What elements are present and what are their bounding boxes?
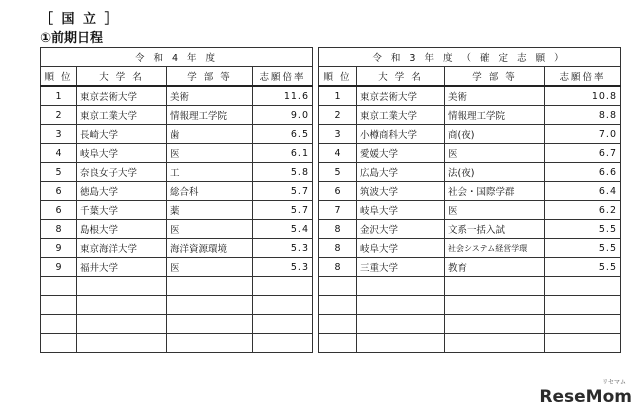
university-cell: 小樽商科大学 xyxy=(357,125,445,144)
table-title: 令 和 4 年 度 xyxy=(41,48,313,67)
faculty-cell: 美術 xyxy=(167,86,253,106)
rank-cell: 4 xyxy=(319,144,357,163)
column-header-university: 大 学 名 xyxy=(77,67,167,87)
faculty-cell: 文系一括入試 xyxy=(445,220,545,239)
rank-cell: 9 xyxy=(41,258,77,277)
empty-cell xyxy=(319,334,357,353)
table-row xyxy=(41,163,313,182)
ratio-cell: 6.1 xyxy=(253,144,313,163)
empty-cell xyxy=(253,277,313,296)
empty-cell xyxy=(77,334,167,353)
faculty-cell: 情報理工学院 xyxy=(167,106,253,125)
empty-cell xyxy=(545,277,621,296)
faculty-cell: 法(夜) xyxy=(445,163,545,182)
university-cell: 金沢大学 xyxy=(357,220,445,239)
table-row xyxy=(41,201,313,220)
rank-cell: 8 xyxy=(319,239,357,258)
table-row xyxy=(41,220,313,239)
university-cell: 岐阜大学 xyxy=(357,239,445,258)
university-cell: 岐阜大学 xyxy=(357,201,445,220)
column-header-ratio: 志願倍率 xyxy=(545,67,621,87)
university-cell: 長崎大学 xyxy=(77,125,167,144)
university-cell: 三重大学 xyxy=(357,258,445,277)
university-cell: 岐阜大学 xyxy=(77,144,167,163)
faculty-cell: 医 xyxy=(445,144,545,163)
university-cell: 徳島大学 xyxy=(77,182,167,201)
rank-cell: 5 xyxy=(319,163,357,182)
table-row xyxy=(319,220,621,239)
ratio-cell: 9.0 xyxy=(253,106,313,125)
ranking-table-reiwa3 xyxy=(318,47,621,353)
empty-cell xyxy=(253,334,313,353)
empty-cell xyxy=(545,334,621,353)
table-row xyxy=(41,258,313,277)
empty-row xyxy=(319,315,621,334)
ratio-cell: 5.7 xyxy=(253,201,313,220)
table-row xyxy=(319,258,621,277)
faculty-cell: 社会システム経営学環 xyxy=(445,239,545,258)
column-header-rank: 順 位 xyxy=(41,67,77,87)
empty-row xyxy=(319,277,621,296)
table-row xyxy=(319,201,621,220)
faculty-cell: 情報理工学院 xyxy=(445,106,545,125)
faculty-cell: 医 xyxy=(167,258,253,277)
rank-cell: 6 xyxy=(41,201,77,220)
faculty-cell: 美術 xyxy=(445,86,545,106)
empty-cell xyxy=(253,296,313,315)
category-heading: ［ 国 立 ］ xyxy=(40,12,120,27)
faculty-cell: 工 xyxy=(167,163,253,182)
table-row xyxy=(319,144,621,163)
university-cell: 東京芸術大学 xyxy=(77,86,167,106)
rank-cell: 8 xyxy=(319,220,357,239)
ratio-cell: 5.5 xyxy=(545,220,621,239)
ratio-cell: 6.6 xyxy=(545,163,621,182)
empty-cell xyxy=(167,315,253,334)
schedule-subtitle: ①前期日程 xyxy=(40,31,104,46)
empty-cell xyxy=(41,334,77,353)
ratio-cell: 6.7 xyxy=(545,144,621,163)
table-row xyxy=(41,125,313,144)
table-row xyxy=(41,239,313,258)
empty-cell xyxy=(77,315,167,334)
empty-cell xyxy=(357,296,445,315)
empty-cell xyxy=(545,296,621,315)
rank-cell: 2 xyxy=(41,106,77,125)
rank-cell: 5 xyxy=(41,163,77,182)
table-body xyxy=(319,86,621,353)
faculty-cell: 教育 xyxy=(445,258,545,277)
empty-cell xyxy=(253,315,313,334)
empty-cell xyxy=(41,296,77,315)
empty-cell xyxy=(77,277,167,296)
column-header-faculty: 学 部 等 xyxy=(445,67,545,87)
empty-cell xyxy=(319,296,357,315)
empty-cell xyxy=(319,277,357,296)
ratio-cell: 6.4 xyxy=(545,182,621,201)
ratio-cell: 10.8 xyxy=(545,86,621,106)
university-cell: 筑波大学 xyxy=(357,182,445,201)
university-cell: 東京工業大学 xyxy=(357,106,445,125)
university-cell: 福井大学 xyxy=(77,258,167,277)
empty-cell xyxy=(319,315,357,334)
empty-cell xyxy=(445,334,545,353)
ranking-table-reiwa4 xyxy=(40,47,313,353)
table-row xyxy=(41,106,313,125)
university-cell: 千葉大学 xyxy=(77,201,167,220)
faculty-cell: 医 xyxy=(167,144,253,163)
empty-cell xyxy=(167,334,253,353)
column-header-university: 大 学 名 xyxy=(357,67,445,87)
rank-cell: 1 xyxy=(41,86,77,106)
ratio-cell: 5.4 xyxy=(253,220,313,239)
table-row xyxy=(319,239,621,258)
table-title: 令 和 3 年 度 （ 確 定 志 願 ） xyxy=(319,48,621,67)
empty-cell xyxy=(545,315,621,334)
table-row xyxy=(41,144,313,163)
empty-cell xyxy=(445,315,545,334)
empty-cell xyxy=(167,296,253,315)
empty-row xyxy=(319,296,621,315)
faculty-cell: 社会・国際学群 xyxy=(445,182,545,201)
rank-cell: 7 xyxy=(319,201,357,220)
university-cell: 奈良女子大学 xyxy=(77,163,167,182)
table-row xyxy=(319,182,621,201)
faculty-cell: 総合科 xyxy=(167,182,253,201)
rank-cell: 6 xyxy=(41,182,77,201)
column-header-rank: 順 位 xyxy=(319,67,357,87)
empty-row xyxy=(41,296,313,315)
rank-cell: 2 xyxy=(319,106,357,125)
university-cell: 東京芸術大学 xyxy=(357,86,445,106)
empty-cell xyxy=(167,277,253,296)
table-row xyxy=(319,86,621,106)
ratio-cell: 5.7 xyxy=(253,182,313,201)
empty-cell xyxy=(41,315,77,334)
ratio-cell: 5.3 xyxy=(253,258,313,277)
resemom-logo: ReseMom xyxy=(539,387,632,407)
empty-row xyxy=(41,315,313,334)
faculty-cell: 商(夜) xyxy=(445,125,545,144)
rank-cell: 3 xyxy=(319,125,357,144)
university-cell: 東京海洋大学 xyxy=(77,239,167,258)
rank-cell: 3 xyxy=(41,125,77,144)
table-row xyxy=(319,163,621,182)
rank-cell: 4 xyxy=(41,144,77,163)
table-row xyxy=(41,86,313,106)
watermark-tagline: リセマム xyxy=(602,379,626,386)
rank-cell: 6 xyxy=(319,182,357,201)
ratio-cell: 5.8 xyxy=(253,163,313,182)
faculty-cell: 海洋資源環境 xyxy=(167,239,253,258)
column-header-faculty: 学 部 等 xyxy=(167,67,253,87)
rank-cell: 1 xyxy=(319,86,357,106)
ranking-tables xyxy=(40,47,622,385)
table-row xyxy=(319,106,621,125)
faculty-cell: 歯 xyxy=(167,125,253,144)
university-cell: 東京工業大学 xyxy=(77,106,167,125)
empty-cell xyxy=(445,277,545,296)
empty-row xyxy=(41,334,313,353)
faculty-cell: 医 xyxy=(167,220,253,239)
table-body xyxy=(41,86,313,353)
ratio-cell: 6.2 xyxy=(545,201,621,220)
empty-cell xyxy=(41,277,77,296)
university-cell: 愛媛大学 xyxy=(357,144,445,163)
university-cell: 広島大学 xyxy=(357,163,445,182)
rank-cell: 8 xyxy=(319,258,357,277)
ratio-cell: 6.5 xyxy=(253,125,313,144)
ratio-cell: 7.0 xyxy=(545,125,621,144)
ratio-cell: 11.6 xyxy=(253,86,313,106)
ratio-cell: 5.5 xyxy=(545,258,621,277)
faculty-cell: 薬 xyxy=(167,201,253,220)
empty-row xyxy=(319,334,621,353)
rank-cell: 8 xyxy=(41,220,77,239)
table-row xyxy=(41,182,313,201)
empty-cell xyxy=(77,296,167,315)
faculty-cell: 医 xyxy=(445,201,545,220)
ratio-cell: 8.8 xyxy=(545,106,621,125)
table-row xyxy=(319,125,621,144)
empty-cell xyxy=(445,296,545,315)
university-cell: 島根大学 xyxy=(77,220,167,239)
rank-cell: 9 xyxy=(41,239,77,258)
column-header-ratio: 志願倍率 xyxy=(253,67,313,87)
empty-row xyxy=(41,277,313,296)
empty-cell xyxy=(357,315,445,334)
empty-cell xyxy=(357,277,445,296)
empty-cell xyxy=(357,334,445,353)
ratio-cell: 5.3 xyxy=(253,239,313,258)
ratio-cell: 5.5 xyxy=(545,239,621,258)
